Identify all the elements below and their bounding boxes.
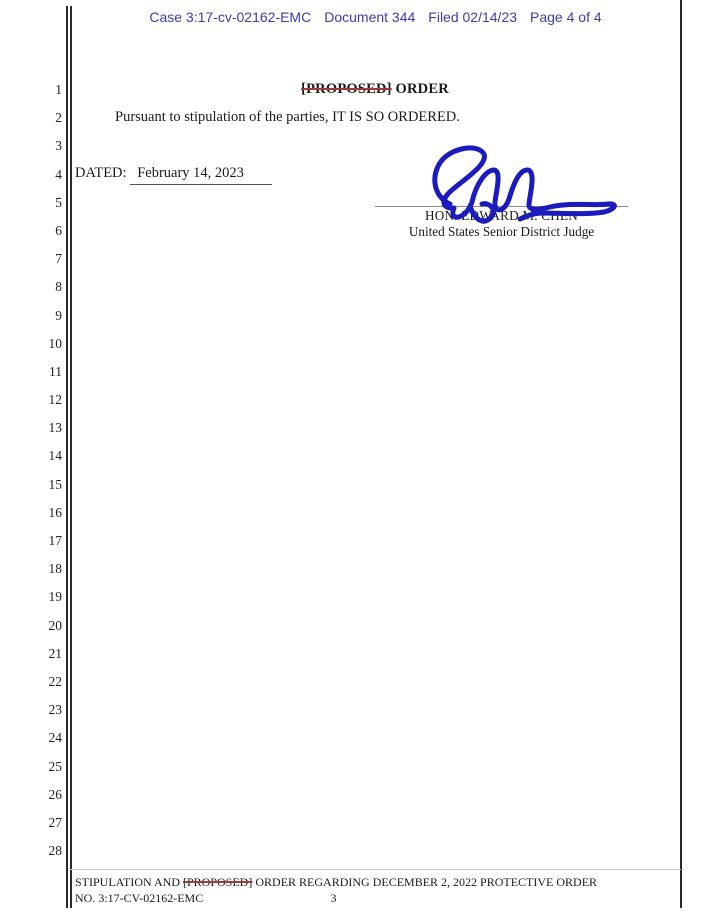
line-number: 3: [55, 138, 62, 154]
line-number: 9: [55, 307, 62, 323]
line-number: 5: [55, 194, 62, 210]
footer-title-line: [75, 875, 676, 891]
line-number: 16: [48, 504, 62, 520]
line-number: 21: [48, 645, 62, 661]
order-title-proposed-struck: [PROPOSED]: [301, 81, 392, 97]
footer-title-suffix: ORDER REGARDING DECEMBER 2, 2022 PROTECTIVE ORDER: [255, 875, 598, 889]
right-rule: [680, 0, 682, 908]
line-number: 22: [48, 673, 62, 689]
header-filed-date: Filed 02/14/23: [428, 9, 518, 25]
line-number: 1: [55, 82, 62, 97]
left-double-rule: [66, 6, 72, 908]
judge-title: United States Senior District Judge: [408, 224, 595, 239]
header-page-count: Page 4 of 4: [530, 9, 602, 25]
line-number: 18: [48, 561, 62, 577]
line-number: 26: [48, 786, 62, 802]
line-number: 15: [48, 476, 62, 492]
dated-label: DATED:: [75, 165, 127, 181]
line-number: 4: [55, 166, 62, 182]
line-number: 10: [48, 335, 62, 351]
line-number: 7: [55, 251, 62, 267]
line-number: 24: [48, 730, 62, 746]
line-number: 17: [48, 533, 62, 548]
line-number: 6: [55, 222, 62, 238]
line-number: 13: [48, 420, 62, 436]
line-number: 12: [48, 392, 62, 408]
header-case-number: Case 3:17-cv-02162-EMC: [149, 9, 312, 25]
line-number: 19: [48, 589, 62, 605]
footer: [75, 875, 676, 906]
pacer-header: [70, 9, 681, 25]
line-number: 25: [48, 758, 62, 774]
dated-value: February 14, 2023: [130, 165, 272, 185]
line-number: 23: [48, 702, 62, 718]
header-document-number: Document 344: [324, 9, 416, 25]
line-number: 28: [48, 843, 62, 859]
judge-signature-icon: [426, 144, 626, 229]
order-title-text: ORDER: [395, 81, 449, 97]
line-number: 14: [48, 448, 62, 464]
line-number: 20: [48, 617, 62, 633]
line-number: 2: [55, 110, 62, 126]
judge-name: HON. EDWARD M. CHEN: [425, 208, 578, 223]
order-paragraph: Pursuant to stipulation of the parties, IT IS SO ORDERED.: [115, 109, 460, 125]
footer-divider: [70, 869, 681, 870]
dated-line: [75, 165, 272, 185]
order-title: [70, 81, 680, 98]
line-number: 11: [49, 363, 62, 379]
footer-case-number: NO. 3:17-CV-02162-EMC: [75, 890, 204, 905]
footer-proposed-struck: [PROPOSED]: [183, 875, 253, 889]
footer-case-line: [75, 891, 676, 907]
footer-title-prefix: STIPULATION AND: [75, 875, 180, 889]
line-number: 8: [55, 279, 62, 295]
footer-page-number: 3: [330, 890, 337, 905]
line-number-column: [0, 76, 62, 865]
line-number: 27: [48, 814, 62, 830]
